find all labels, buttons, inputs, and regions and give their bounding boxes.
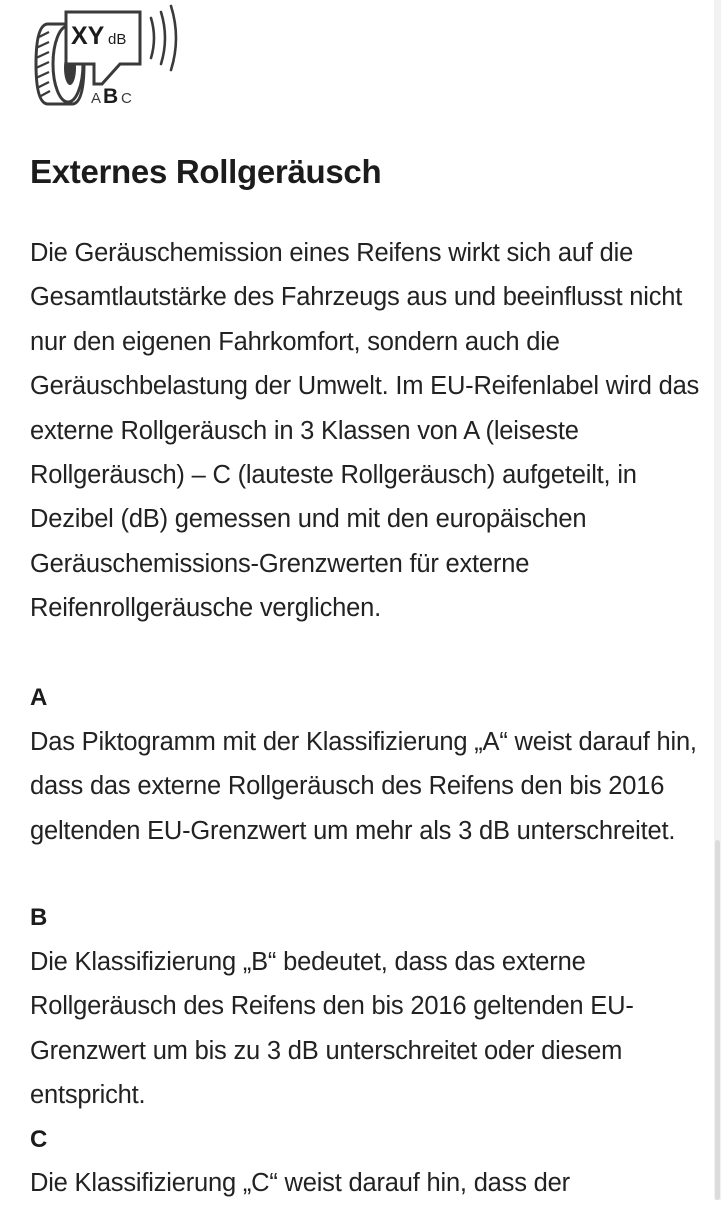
pictogram-class-c: C bbox=[121, 90, 132, 107]
scrollbar-thumb[interactable] bbox=[715, 840, 720, 1200]
pictogram-class-a: A bbox=[91, 90, 102, 107]
class-c-heading: C bbox=[30, 1126, 48, 1153]
section-intro-paragraph: Die Geräuschemission eines Reifens wirkt sich auf die Gesamtlautstärke des Fahrzeugs aus und beeinflusst nicht nur den eigenen Fahrkomfort, sondern auch die Geräuschbelastung der Umwelt. Im EU-Reifenlabel wird das externe Rollgeräusch in 3 Klassen von A (leiseste Rollgeräusch) – C (lauteste Rollgeräusch) aufgeteilt, in Dezibel (dB) gemessen und mit den europäischen Geräuschemissions-Grenzwerten für externe Reifenrollgeräusche verglichen. bbox=[30, 239, 700, 623]
tyre-noise-pictogram-icon bbox=[28, 0, 198, 110]
pictogram-class-b: B bbox=[103, 85, 119, 108]
scrollbar[interactable] bbox=[714, 0, 721, 1200]
section-title: Externes Rollgeräusch bbox=[30, 153, 382, 190]
class-a-heading: A bbox=[30, 684, 48, 711]
class-b-description: Die Klassifizierung „B“ bedeutet, dass das externe Rollgeräusch des Reifens den bis 2016 geltenden EU-Grenzwert um bis zu 3 dB unterschreitet oder diesem entspricht. bbox=[30, 948, 634, 1110]
pictogram-unit-label: dB bbox=[108, 31, 127, 48]
class-c-description: Die Klassifizierung „C“ weist darauf hin, dass der bbox=[30, 1169, 570, 1197]
class-b-heading: B bbox=[30, 904, 48, 931]
pictogram-noise-label: XY bbox=[71, 22, 105, 50]
class-a-description: Das Piktogramm mit der Klassifizierung „A“ weist darauf hin, dass das externe Rollgeräusch des Reifens den bis 2016 geltenden EU-Grenzwert um mehr als 3 dB unterschreitet. bbox=[30, 728, 697, 845]
